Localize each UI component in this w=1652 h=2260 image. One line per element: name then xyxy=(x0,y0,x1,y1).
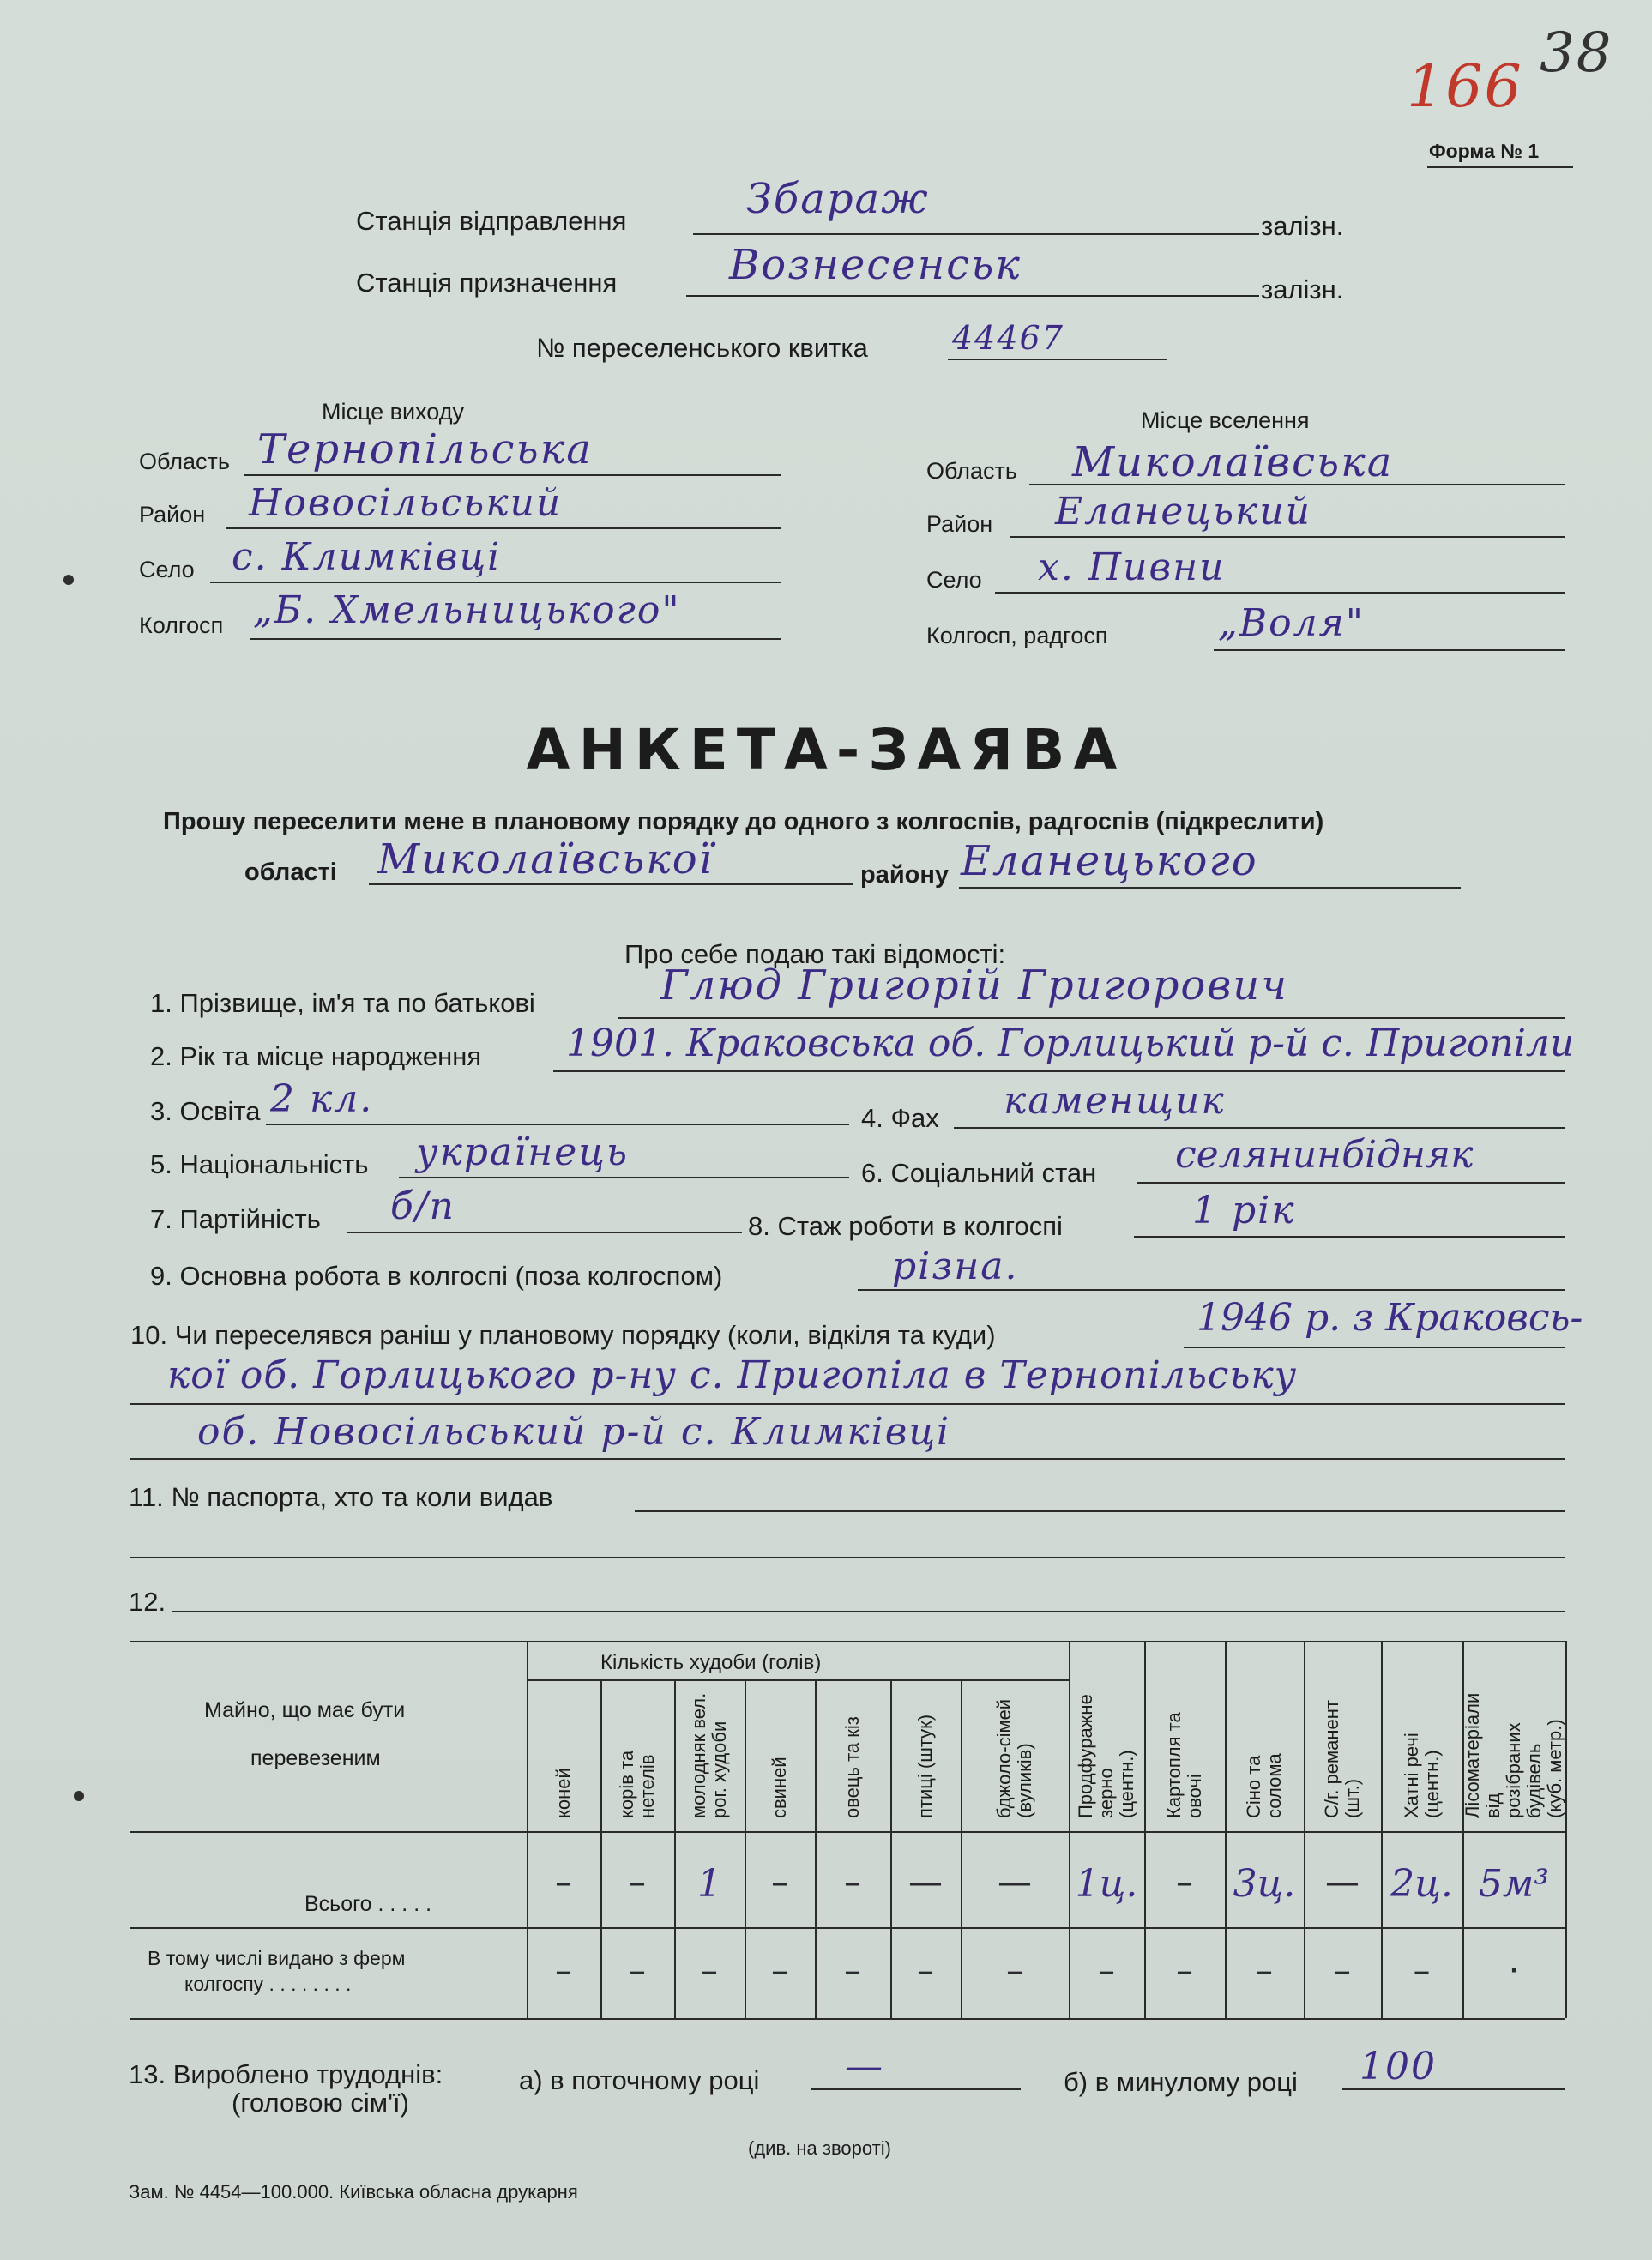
row-total-value: 3ц. xyxy=(1233,1862,1296,1906)
field-10-value-line-1: 1946 р. з Краковсь- xyxy=(1197,1296,1583,1340)
row-total-value: — xyxy=(908,1863,943,1902)
field-3-value: 2 кл. xyxy=(270,1077,374,1121)
row-farm-value: – xyxy=(1334,1951,1351,1991)
row-total-value: – xyxy=(771,1863,788,1902)
origin-header: Місце виходу xyxy=(322,399,464,425)
row-farm-value: – xyxy=(771,1951,788,1991)
workdays-sub: (головою сім'ї) xyxy=(232,2088,409,2118)
intro-text: Про себе подаю такі відомості: xyxy=(624,939,1006,969)
origin-oblast-label: Область xyxy=(139,449,230,474)
workdays-current-value: — xyxy=(845,2045,884,2088)
field-2-label: 2. Рік та місце народження xyxy=(150,1041,482,1071)
row-farm-label-line-2: колгоспу . . . . . . . . xyxy=(184,1973,352,1995)
destination-station-value: Вознесенськ xyxy=(729,241,1022,289)
red-archive-number: 166 xyxy=(1407,53,1523,121)
field-6-value: селянинбідняк xyxy=(1175,1133,1474,1177)
origin-raion-label: Район xyxy=(139,502,206,527)
table-column-header: молодняк вел. xyxy=(688,1692,709,1818)
workdays-last-value: 100 xyxy=(1360,2045,1437,2088)
row-total-value: 1 xyxy=(697,1862,721,1906)
row-total-value: – xyxy=(844,1863,861,1902)
origin-kolhosp-label: Колгосп xyxy=(139,612,224,638)
table-column-header: коней xyxy=(552,1768,574,1818)
origin-selo-value: с. Климківці xyxy=(232,535,502,579)
table-column-header: птиці (штук) xyxy=(914,1714,936,1818)
departure-station-value: Збараж xyxy=(746,175,930,223)
destination-selo-value: х. Пивни xyxy=(1038,545,1226,589)
table-column-header: розібраних xyxy=(1503,1722,1524,1818)
destination-suffix: залізн. xyxy=(1261,274,1344,304)
row-total-value: — xyxy=(1325,1863,1360,1902)
origin-selo-label: Село xyxy=(139,557,195,582)
destination-selo-label: Село xyxy=(926,567,982,593)
row-farm-value: – xyxy=(1256,1951,1273,1991)
row-total-value: 5м³ xyxy=(1478,1862,1550,1906)
table-first-col-header-line-1: Майно, що має бути xyxy=(204,1698,406,1722)
row-farm-value: – xyxy=(1006,1951,1023,1991)
row-farm-value: – xyxy=(917,1951,934,1991)
table-column-header: свиней xyxy=(769,1757,790,1818)
see-back-note: (див. на звороті) xyxy=(748,2137,891,2159)
table-column-header: (шт.) xyxy=(1341,1778,1363,1818)
field-4-label: 4. Фах xyxy=(861,1103,939,1133)
row-total-value: – xyxy=(555,1863,572,1902)
destination-station-label: Станція призначення xyxy=(356,268,618,298)
row-farm-value: · xyxy=(1508,1951,1520,1991)
destination-raion-label: Район xyxy=(926,511,993,537)
row-farm-value: – xyxy=(1413,1951,1431,1991)
field-6-label: 6. Соціальний стан xyxy=(861,1158,1097,1188)
table-column-header: будівель xyxy=(1523,1743,1545,1818)
table-column-header: (куб. метр.) xyxy=(1544,1719,1565,1818)
field-12-label: 12. xyxy=(129,1587,166,1617)
origin-oblast-value: Тернопільська xyxy=(257,425,593,473)
table-column-header: овець та кіз xyxy=(841,1716,863,1818)
row-total-value: 2ц. xyxy=(1390,1862,1453,1906)
origin-raion-value: Новосільський xyxy=(249,481,563,525)
binder-hole xyxy=(74,1791,84,1801)
table-column-header: (вуликів) xyxy=(1014,1743,1035,1818)
row-total-value: 1ц. xyxy=(1075,1862,1138,1906)
workdays-label: 13. Вироблено трудоднів: xyxy=(129,2059,443,2089)
request-line: Прошу переселити мене в плановому порядку до одного з колгоспів, радгоспів (підкреслити) xyxy=(163,808,1324,835)
field-1-label: 1. Прізвище, ім'я та по батькові xyxy=(150,988,535,1018)
workdays-current-label: а) в поточному році xyxy=(519,2065,760,2095)
printer-note: Зам. № 4454—100.000. Київська обласна друкарня xyxy=(129,2181,578,2203)
table-column-header: (центн.) xyxy=(1420,1750,1443,1818)
origin-kolhosp-value: „Б. Хмельницького" xyxy=(253,588,681,632)
field-7-label: 7. Партійність xyxy=(150,1204,321,1234)
table-column-header: Хатні речі xyxy=(1400,1733,1422,1818)
table-column-header: овочі xyxy=(1184,1774,1205,1818)
row-farm-value: – xyxy=(1176,1951,1193,1991)
row-total-value: – xyxy=(629,1863,646,1902)
table-column-header: солома xyxy=(1263,1753,1285,1818)
workdays-last-label: б) в минулому році xyxy=(1064,2067,1298,2097)
table-first-col-header-line-2: перевезеним xyxy=(250,1746,381,1770)
destination-raion-value: Еланецький xyxy=(1055,490,1311,533)
table-column-divider xyxy=(1565,1641,1567,2018)
table-column-header: Сіно та xyxy=(1243,1755,1264,1818)
form-title: АНКЕТА-ЗАЯВА xyxy=(526,717,1126,783)
request-oblast-value: Миколаївської xyxy=(377,835,714,883)
table-column-header: С/г. реманент xyxy=(1321,1699,1342,1818)
ticket-label: № переселенського квитка xyxy=(536,333,868,363)
destination-header: Місце вселення xyxy=(1141,407,1310,433)
row-farm-value: – xyxy=(555,1951,572,1991)
form-label: Форма № 1 xyxy=(1429,140,1540,162)
row-total-value: – xyxy=(1176,1863,1193,1902)
field-10-value-line-2: кої об. Горлицького р-ну с. Пригопіла в Тернопільську xyxy=(167,1353,1298,1397)
field-1-value: Глюд Григорій Григорович xyxy=(660,961,1289,1009)
departure-station-label: Станція відправлення xyxy=(356,206,627,236)
row-farm-value: – xyxy=(701,1951,718,1991)
field-4-value: каменщик xyxy=(1004,1079,1226,1123)
field-5-label: 5. Національність xyxy=(150,1149,369,1179)
destination-kolhosp-value: „Воля" xyxy=(1218,601,1366,645)
departure-suffix: залізн. xyxy=(1261,211,1344,241)
table-column-header: Картопля та xyxy=(1163,1712,1185,1818)
field-5-value: українець xyxy=(416,1130,629,1174)
table-column-header: рог. худоби xyxy=(708,1721,730,1818)
archive-number: 38 xyxy=(1540,21,1613,85)
destination-oblast-value: Миколаївська xyxy=(1072,438,1394,486)
table-column-header: нетелів xyxy=(636,1754,658,1818)
row-total-value: — xyxy=(998,1863,1032,1902)
row-total-label: Всього . . . . . xyxy=(304,1892,432,1916)
request-oblast-label: області xyxy=(244,859,337,886)
row-farm-value: – xyxy=(629,1951,646,1991)
field-3-label: 3. Освіта xyxy=(150,1096,261,1126)
row-farm-label-line-1: В тому числі видано з ферм xyxy=(148,1947,406,1969)
row-farm-value: – xyxy=(844,1951,861,1991)
destination-oblast-label: Область xyxy=(926,458,1017,484)
table-column-header: Лісоматеріали xyxy=(1462,1692,1483,1818)
ticket-value: 44467 xyxy=(952,319,1064,357)
field-9-value: різна. xyxy=(892,1245,1019,1288)
field-11-label: 11. № паспорта, хто та коли видав xyxy=(129,1482,553,1512)
table-column-header: (центн.) xyxy=(1116,1750,1137,1818)
table-column-header: Продфуражне xyxy=(1075,1694,1096,1818)
request-raion-value: Еланецького xyxy=(961,837,1258,885)
field-2-value: 1901. Краковська об. Горлицький р-й с. Пригопіли xyxy=(566,1022,1575,1065)
binder-hole xyxy=(63,575,74,585)
field-9-label: 9. Основна робота в колгоспі (поза колгоспом) xyxy=(150,1261,723,1291)
request-raion-label: району xyxy=(860,861,950,889)
table-column-header: від xyxy=(1482,1793,1504,1818)
table-column-header: корів та xyxy=(616,1750,637,1818)
field-8-label: 8. Стаж роботи в колгоспі xyxy=(748,1211,1063,1241)
field-10-value-line-3: об. Новосільський р-й с. Климківці xyxy=(197,1410,951,1454)
livestock-group-header: Кількість худоби (голів) xyxy=(600,1651,822,1674)
row-farm-value: – xyxy=(1098,1951,1115,1991)
table-column-header: бджоло-сімей xyxy=(993,1698,1015,1818)
field-8-value: 1 рік xyxy=(1192,1189,1296,1232)
destination-kolhosp-label: Колгосп, радгосп xyxy=(926,623,1108,648)
field-7-value: б/п xyxy=(390,1184,456,1228)
table-column-header: зерно xyxy=(1095,1768,1117,1818)
field-10-label: 10. Чи переселявся раніш у плановому порядку (коли, відкіля та куди) xyxy=(130,1320,996,1350)
